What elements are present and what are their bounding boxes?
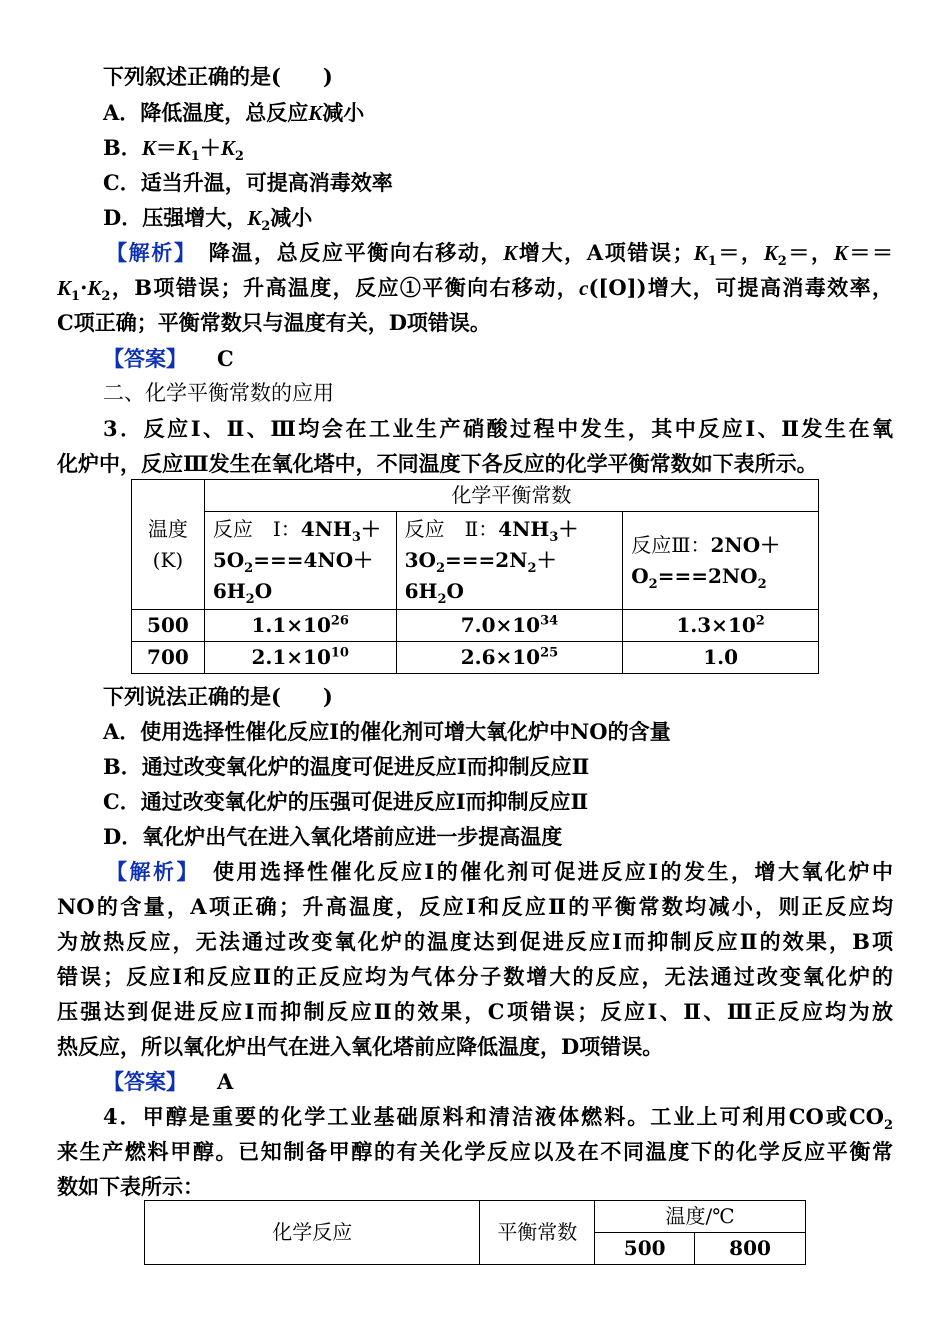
question-4-line2: 来生产燃料甲醇。已知制备甲醇的有关化学反应以及在不同温度下的化学反应平衡常 [57, 1139, 893, 1164]
temp-500: 500 [595, 1233, 695, 1265]
analysis-2-line2: $K_1\cdot K_2$，B项错误；升高温度，反应①平衡向右移动，c([O])增大，可提高消毒效率， [57, 275, 893, 305]
analysis-3-line3: 为放热反应，无法通过改变氧化炉的温度达到促进反应Ⅰ而抑制反应Ⅱ的效果，B项 [57, 929, 893, 954]
analysis-3-line4: 错误；反应Ⅰ和反应Ⅱ的正反应均为气体分子数增大的反应，无法通过改变氧化炉的 [57, 964, 893, 989]
col-temp-header: 温度 (K) [132, 480, 205, 610]
question-3-line1: 3．反应Ⅰ、Ⅱ、Ⅲ均会在工业生产硝酸过程中发生，其中反应Ⅰ、Ⅱ发生在氧 [103, 416, 893, 441]
reaction-2-cell: 反应 Ⅱ：$4NH_3+$ $3O_2===2N_2+6H_2O$ [396, 512, 623, 610]
answer-2: 【答案】 C [103, 346, 234, 371]
question-4-line1: 4．甲醇是重要的化学工业基础原料和清洁液体燃料。工业上可利用CO或$CO_2$ [103, 1104, 893, 1134]
temp-800: 800 [695, 1233, 806, 1265]
col-k-header: 平衡常数 [480, 1201, 595, 1265]
col-reaction-header: 化学反应 [145, 1201, 480, 1265]
question-2-prompt: 下列叙述正确的是( ) [103, 64, 333, 89]
analysis-3-line5: 压强达到促进反应Ⅰ而抑制反应Ⅱ的效果，C项错误；反应Ⅰ、Ⅱ、Ⅲ正反应均为放 [57, 999, 893, 1024]
option-d: D．压强增大，$K_2$减小 [103, 205, 313, 235]
equilibrium-table-3 [131, 479, 819, 674]
option-b: B．通过改变氧化炉的温度可促进反应Ⅰ而抑制反应Ⅱ [103, 754, 590, 779]
option-c: C．适当升温，可提高消毒效率 [103, 170, 393, 195]
analysis-3-line6: 热反应，所以氧化炉出气在进入氧化塔前应降低温度，D项错误。 [57, 1034, 664, 1059]
question-3-prompt: 下列说法正确的是( ) [103, 684, 333, 709]
equilibrium-table-4 [144, 1200, 806, 1265]
option-b: B．$K=K_1+K_2$ [103, 135, 244, 165]
answer-3: 【答案】 A [103, 1069, 234, 1094]
option-a: A．降低温度，总反应K减小 [103, 100, 365, 125]
reaction-1-cell: 反应 Ⅰ：$4NH_3+$ $5O_2===4NO+$ $6H_2O$ [204, 512, 396, 610]
analysis-2-line1: 【解析】 降温，总反应平衡向右移动，K增大，A项错误；$K_1=$，$K_2=$，K＝＝ [106, 240, 894, 270]
option-a: A．使用选择性催化反应Ⅰ的催化剂可增大氧化炉中NO的含量 [103, 719, 671, 744]
analysis-3-line1: 【解析】 使用选择性催化反应Ⅰ的催化剂可促进反应Ⅰ的发生，增大氧化炉中 [106, 859, 893, 884]
reaction-3-cell: 反应Ⅲ：2NO＋ $O_2===2NO_2$ [623, 512, 819, 610]
col-temp-header: 温度/℃ [595, 1201, 806, 1233]
table-row: 500 $1.1\times 10^{26}$ $7.0\times 10^{34}$ $1.3\times 10^2$ [132, 610, 819, 642]
option-d: D．氧化炉出气在进入氧化塔前应进一步提高温度 [103, 824, 563, 849]
question-3-line2: 化炉中，反应Ⅲ发生在氧化塔中，不同温度下各反应的化学平衡常数如下表所示。 [57, 451, 818, 476]
analysis-3-line2: NO的含量，A项正确；升高温度，反应Ⅰ和反应Ⅱ的平衡常数均减小，则正反应均 [57, 894, 893, 919]
table-row: 700 $2.1\times 10^{10}$ $2.6\times 10^{25}$ 1.0 [132, 642, 819, 674]
analysis-2-line3: C项正确；平衡常数只与温度有关，D项错误。 [57, 310, 491, 335]
question-4-line3: 数如下表所示： [57, 1174, 204, 1199]
section-heading: 二、化学平衡常数的应用 [103, 381, 334, 405]
option-c: C．通过改变氧化炉的压强可促进反应Ⅰ而抑制反应Ⅱ [103, 789, 589, 814]
col-k-header: 化学平衡常数 [204, 480, 818, 512]
